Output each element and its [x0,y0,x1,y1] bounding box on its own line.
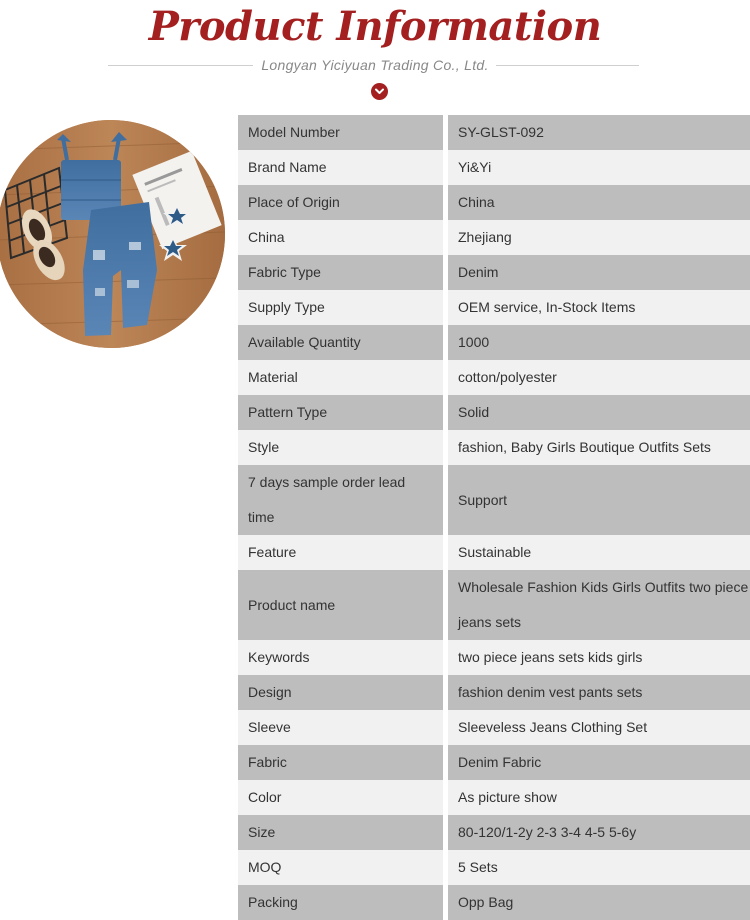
product-photo [0,120,225,348]
table-row [238,570,750,640]
table-row [238,535,750,570]
spec-label: Fabric [238,745,446,780]
table-row [238,360,750,395]
spec-label: Fabric Type [238,255,446,290]
spec-value: Support [446,465,750,535]
spec-label: Feature [238,535,446,570]
spec-label: Style [238,430,446,465]
table-row [238,290,750,325]
table-row [238,640,750,675]
table-row [238,185,750,220]
table-row [238,430,750,465]
spec-label: Place of Origin [238,185,446,220]
spec-value: Yi&Yi [446,150,750,185]
spec-value: two piece jeans sets kids girls [446,640,750,675]
table-row [238,325,750,360]
spec-value: Sustainable [446,535,750,570]
table-row [238,850,750,885]
spec-value: cotton/polyester [446,360,750,395]
spec-label: Keywords [238,640,446,675]
company-name: Longyan Yiciyuan Trading Co., Ltd. [261,57,489,73]
spec-label: Brand Name [238,150,446,185]
spec-value: Denim Fabric [446,745,750,780]
spec-value: OEM service, In-Stock Items [446,290,750,325]
divider-right [496,65,639,66]
table-row [238,745,750,780]
spec-label: Size [238,815,446,850]
spec-label: Supply Type [238,290,446,325]
table-row [238,115,750,150]
spec-value: Wholesale Fashion Kids Girls Outfits two piece jeans sets [446,570,750,640]
spec-table [238,115,750,920]
spec-label: MOQ [238,850,446,885]
table-row [238,255,750,290]
spec-label: Product name [238,570,446,640]
spec-value: Denim [446,255,750,290]
spec-value: Opp Bag [446,885,750,920]
page-title: Product Information [148,3,602,50]
company-line [0,55,750,75]
spec-value: fashion, Baby Girls Boutique Outfits Sets [446,430,750,465]
table-row [238,710,750,745]
spec-label: Material [238,360,446,395]
spec-label: Sleeve [238,710,446,745]
table-row [238,465,750,535]
table-row [238,150,750,185]
spec-label: 7 days sample order lead time [238,465,446,535]
table-row [238,675,750,710]
table-row [238,220,750,255]
spec-value: 1000 [446,325,750,360]
table-row [238,885,750,920]
spec-label: Packing [238,885,446,920]
table-row [238,395,750,430]
divider-left [108,65,253,66]
spec-value: fashion denim vest pants sets [446,675,750,710]
spec-label: Model Number [238,115,446,150]
spec-value: SY-GLST-092 [446,115,750,150]
spec-value: 80-120/1-2y 2-3 3-4 4-5 5-6y [446,815,750,850]
spec-value: Sleeveless Jeans Clothing Set [446,710,750,745]
spec-label: Design [238,675,446,710]
spec-value: Solid [446,395,750,430]
table-row [238,780,750,815]
table-row [238,815,750,850]
spec-value: Zhejiang [446,220,750,255]
spec-label: Color [238,780,446,815]
spec-label: China [238,220,446,255]
spec-label: Pattern Type [238,395,446,430]
spec-value: 5 Sets [446,850,750,885]
spec-value: China [446,185,750,220]
spec-label: Available Quantity [238,325,446,360]
chevron-down-icon[interactable] [371,83,388,100]
spec-value: As picture show [446,780,750,815]
